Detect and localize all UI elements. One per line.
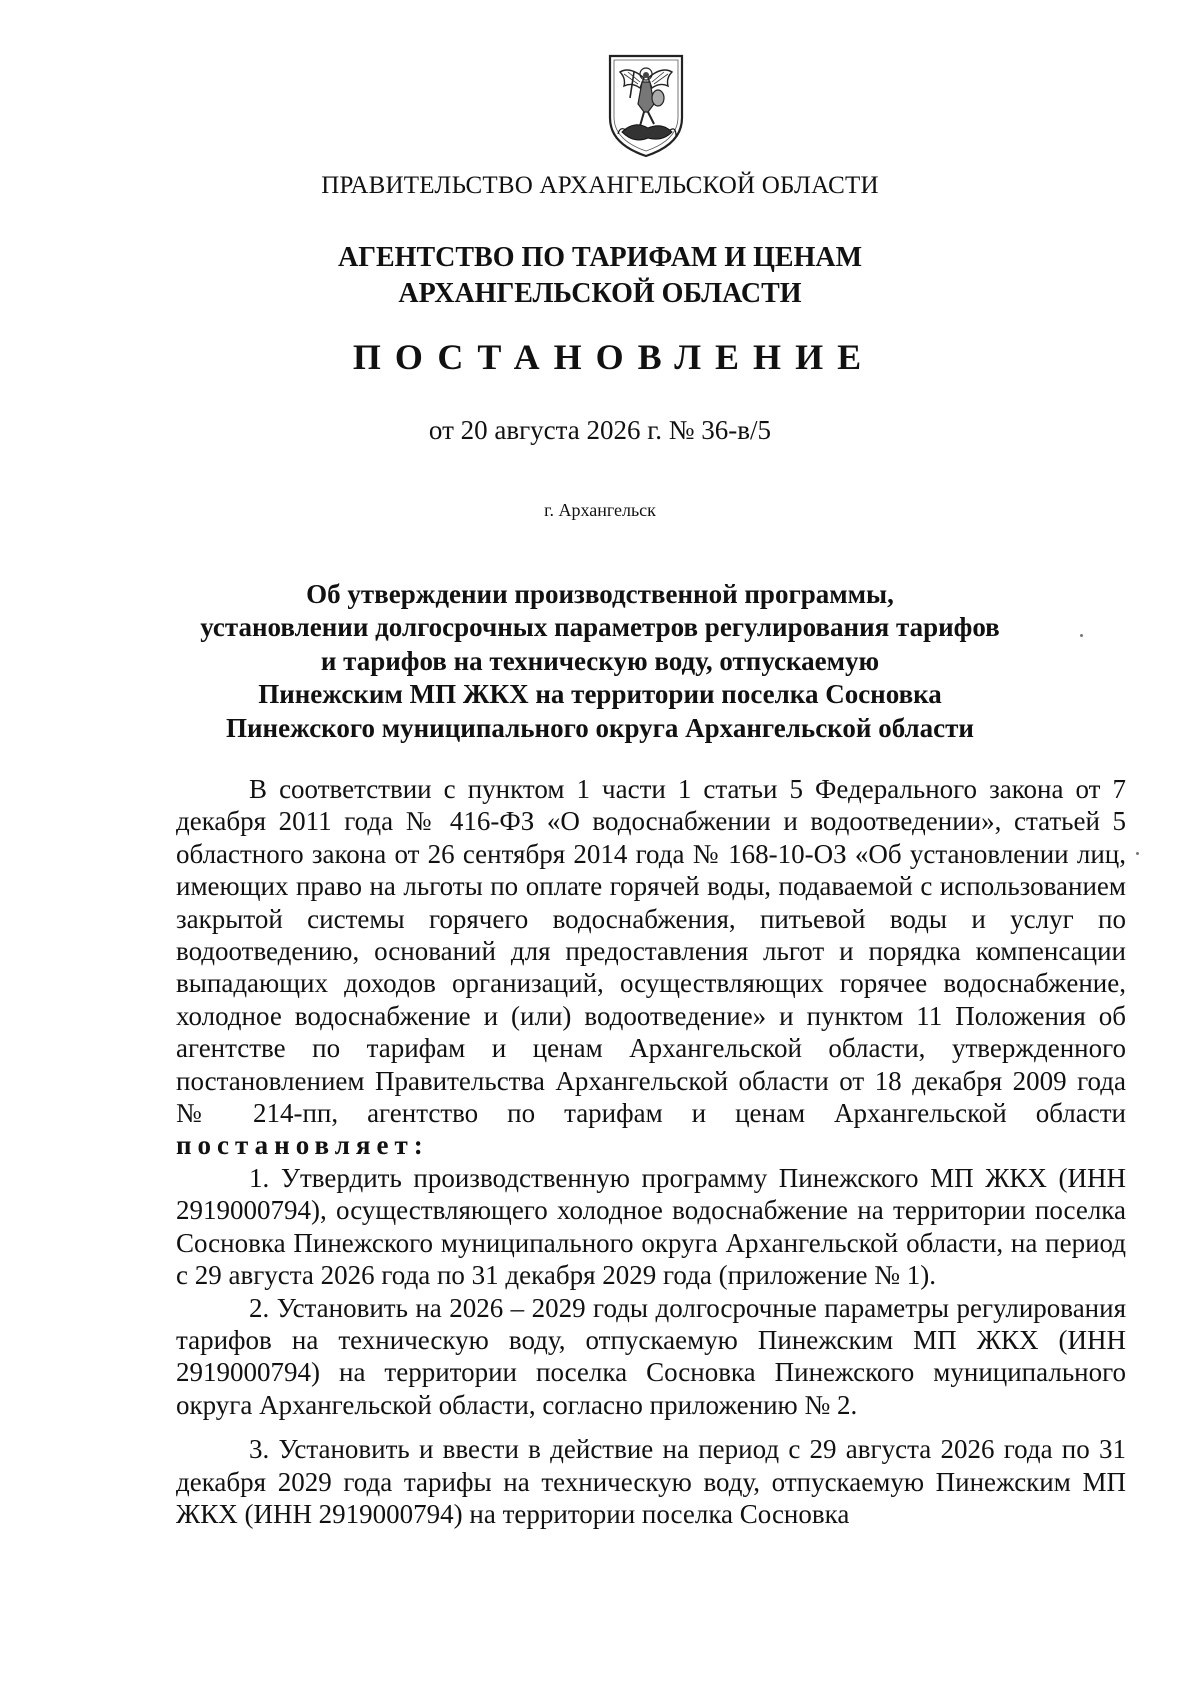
decree-body: [176, 773, 1126, 1530]
decree-city: г. Архангельск: [544, 500, 656, 520]
item-1-paragraph: 1. Утвердить производственную программу Пинежского МП ЖКХ (ИНН 2919000794), осуществляющего холодное водоснабжение на территории поселка Сосновка Пинежского муниципального округа Архангельской области, на период с 29 августа 2026 года по 31 декабря 2029 года (приложение № 1).: [176, 1162, 1126, 1291]
government-name: ПРАВИТЕЛЬСТВО АРХАНГЕЛЬСКОЙ ОБЛАСТИ: [321, 172, 879, 199]
agency-name: [0, 240, 1200, 312]
preamble-paragraph: [176, 773, 1126, 1162]
subject-line-2: установлении долгосрочных параметров регулирования тарифов: [200, 612, 1000, 643]
document-type-title: ПОСТАНОВЛЕНИЕ: [352, 337, 876, 377]
item-2-paragraph: 2. Установить на 2026 – 2029 годы долгосрочные параметры регулирования тарифов на техническую воду, отпускаемую Пинежским МП ЖКХ (ИНН 2919000794) на территории поселка Сосновка Пинежского муниципального округа Архангельской области, согласно приложению № 2.: [176, 1292, 1126, 1420]
coat-of-arms-archangel-icon: [604, 52, 688, 160]
subject-line-4: Пинежским МП ЖКХ на территории поселка Сосновка: [258, 679, 942, 710]
scan-speck: [1080, 634, 1083, 637]
resolves-word: постановляет:: [176, 1130, 429, 1161]
preamble-text: В соответствии с пунктом 1 части 1 статьи 5 Федерального закона от 7 декабря 2011 года № 416-ФЗ «О водоснабжении и водоотведении», статьей 5 областного закона от 26 сентября 2014 года № 168-10-ОЗ «Об установлении лиц, имеющих право на льготы по оплате горячей воды, подаваемой с использованием закрытой системы горячего водоснабжения, питьевой воды и услуг по водоотведению, оснований для предоставления льгот и порядка компенсации выпадающих доходов организаций, осуществляющих горячее водоснабжение, холодное водоснабжение и (или) водоотведение» и пунктом 11 Положения об агентстве по тарифам и ценам Архангельской области, утвержденного постановлением Правительства Архангельской области от 18 декабря 2009 года № 214-пп, агентство по тарифам и ценам Архангельской области: [176, 774, 1126, 1129]
subject-line-5: Пинежского муниципального округа Архангельской области: [226, 712, 974, 743]
agency-name-line-2: АРХАНГЕЛЬСКОЙ ОБЛАСТИ: [398, 278, 802, 309]
paragraph-gap: [176, 1421, 1126, 1433]
subject-line-1: Об утверждении производственной программы,: [306, 579, 894, 609]
scan-speck: [1136, 852, 1139, 855]
item-3-paragraph: 3. Установить и ввести в действие на период с 29 августа 2026 года по 31 декабря 2029 года тарифы на техническую воду, отпускаемую Пинежским МП ЖКХ (ИНН 2919000794) на территории поселка Сосновка: [176, 1434, 1126, 1529]
subject-line-3: и тарифов на техническую воду, отпускаемую: [320, 645, 880, 676]
agency-name-line-1: АГЕНТСТВО ПО ТАРИФАМ И ЦЕНАМ: [337, 242, 863, 273]
decree-date-number: от 20 августа 2026 г. № 36-в/5: [428, 415, 772, 445]
decree-subject: [0, 578, 1200, 745]
